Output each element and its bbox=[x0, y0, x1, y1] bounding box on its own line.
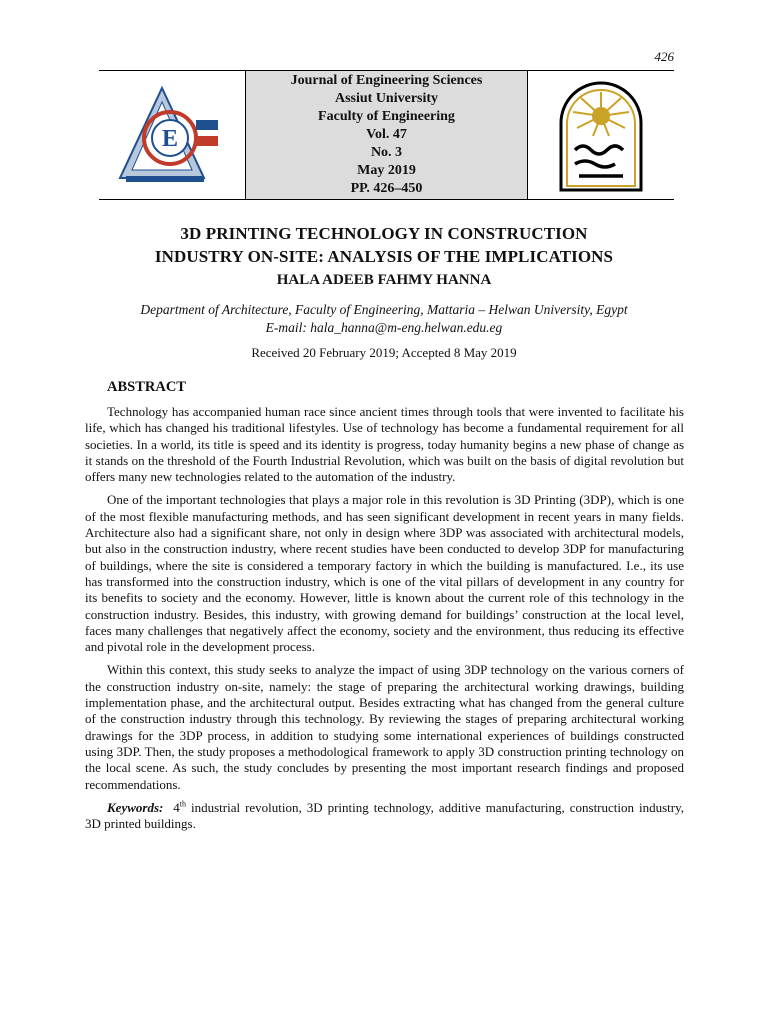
author-affiliation bbox=[70, 301, 698, 337]
page-number: 426 bbox=[654, 49, 674, 64]
keywords bbox=[85, 800, 684, 833]
abstract-body bbox=[85, 404, 684, 839]
abstract-heading: ABSTRACT bbox=[107, 379, 186, 395]
volume: Vol. 47 bbox=[366, 127, 407, 142]
journal-header bbox=[99, 70, 674, 200]
author-email: E-mail: hala_hanna@m-eng.helwan.edu.eg bbox=[265, 320, 503, 335]
abstract-paragraph-1: Technology has accompanied human race since ancient times through tools that were invented to facilitate his life, which has changed his traditional lifestyles. Use of technology has become a fundamental requirement for all societies. In a world, its title is speed and its identity is progress, today humanity begins a new phase of change as it stands on the threshold of the Fourth Industrial Revolution, which was built on the basis of digital revolution but offers many new technologies related to the automation of the industry. bbox=[85, 404, 684, 485]
keywords-label: Keywords: bbox=[107, 799, 164, 815]
faculty-name: Faculty of Engineering bbox=[318, 109, 455, 124]
engineering-faculty-logo-icon bbox=[99, 71, 245, 199]
abstract-paragraph-3: Within this context, this study seeks to analyze the impact of using 3DP technology on the various corners of the construction industry on-site, namely: the stage of preparing the architectural working drawings, building implementation phase, and the architectural output. Besides extracting what has changed from the general culture of the construction industry through this technology. By reviewing the stages of preparing architectural working drawings for the 3DP process, in addition to studying some international experiences of buildings constructed using 3DP. Then, the study proposes a methodological framework to apply 3D construction printing technology on the local scene. As such, the study concludes by presenting the most important research findings and proposed recommendations. bbox=[85, 662, 684, 792]
university-name: Assiut University bbox=[334, 91, 439, 106]
keywords-text: industrial revolution, 3D printing technology, additive manufacturing, construction industry, 3D printed buildings. bbox=[85, 799, 684, 832]
paper-title bbox=[80, 222, 688, 268]
keywords-superscript: th bbox=[179, 799, 187, 809]
assiut-university-logo-icon bbox=[528, 71, 674, 199]
paper-title-line-2: INDUSTRY ON-SITE: ANALYSIS OF THE IMPLICATIONS bbox=[154, 247, 614, 266]
keywords-number: 4 bbox=[173, 799, 180, 815]
issue-number: No. 3 bbox=[370, 145, 403, 160]
page-range: PP. 426–450 bbox=[350, 181, 423, 196]
journal-name: Journal of Engineering Sciences bbox=[290, 73, 483, 88]
paper-title-line-1: 3D PRINTING TECHNOLOGY IN CONSTRUCTION bbox=[180, 224, 588, 243]
abstract-paragraph-2: One of the important technologies that plays a major role in this revolution is 3D Printing (3DP), which is one of the most flexible manufacturing methods, and has seen significant development in recent years in many fields. Architecture also had a significant share, not only in design where 3DP was associated with architectural models, but also in the construction industry, where recent studies have been conducted to develop 3DP for manufacturing of buildings, where the site is considered a temporary factory in which the building is manufactured. I.e., its use has transformed into the construction industry, which is one of the vital pillars of development in any country for its benefits to society and the economy. However, little is known about the current role of this technology in the construction industry. Besides, this industry, with growing demand for buildings’ construction at the local level, faces many challenges that negatively affect the economy, society and the environment, thus reducing its effective and pivotal role in the development process. bbox=[85, 492, 684, 655]
author-name: HALA ADEEB FAHMY HANNA bbox=[276, 272, 492, 288]
affiliation-text: Department of Architecture, Faculty of Engineering, Mattaria – Helwan University, Egypt bbox=[140, 302, 628, 317]
received-dates: Received 20 February 2019; Accepted 8 May 2019 bbox=[251, 345, 517, 360]
journal-info bbox=[245, 71, 528, 199]
svg-text:E: E bbox=[161, 126, 179, 152]
issue-date: May 2019 bbox=[357, 163, 416, 178]
